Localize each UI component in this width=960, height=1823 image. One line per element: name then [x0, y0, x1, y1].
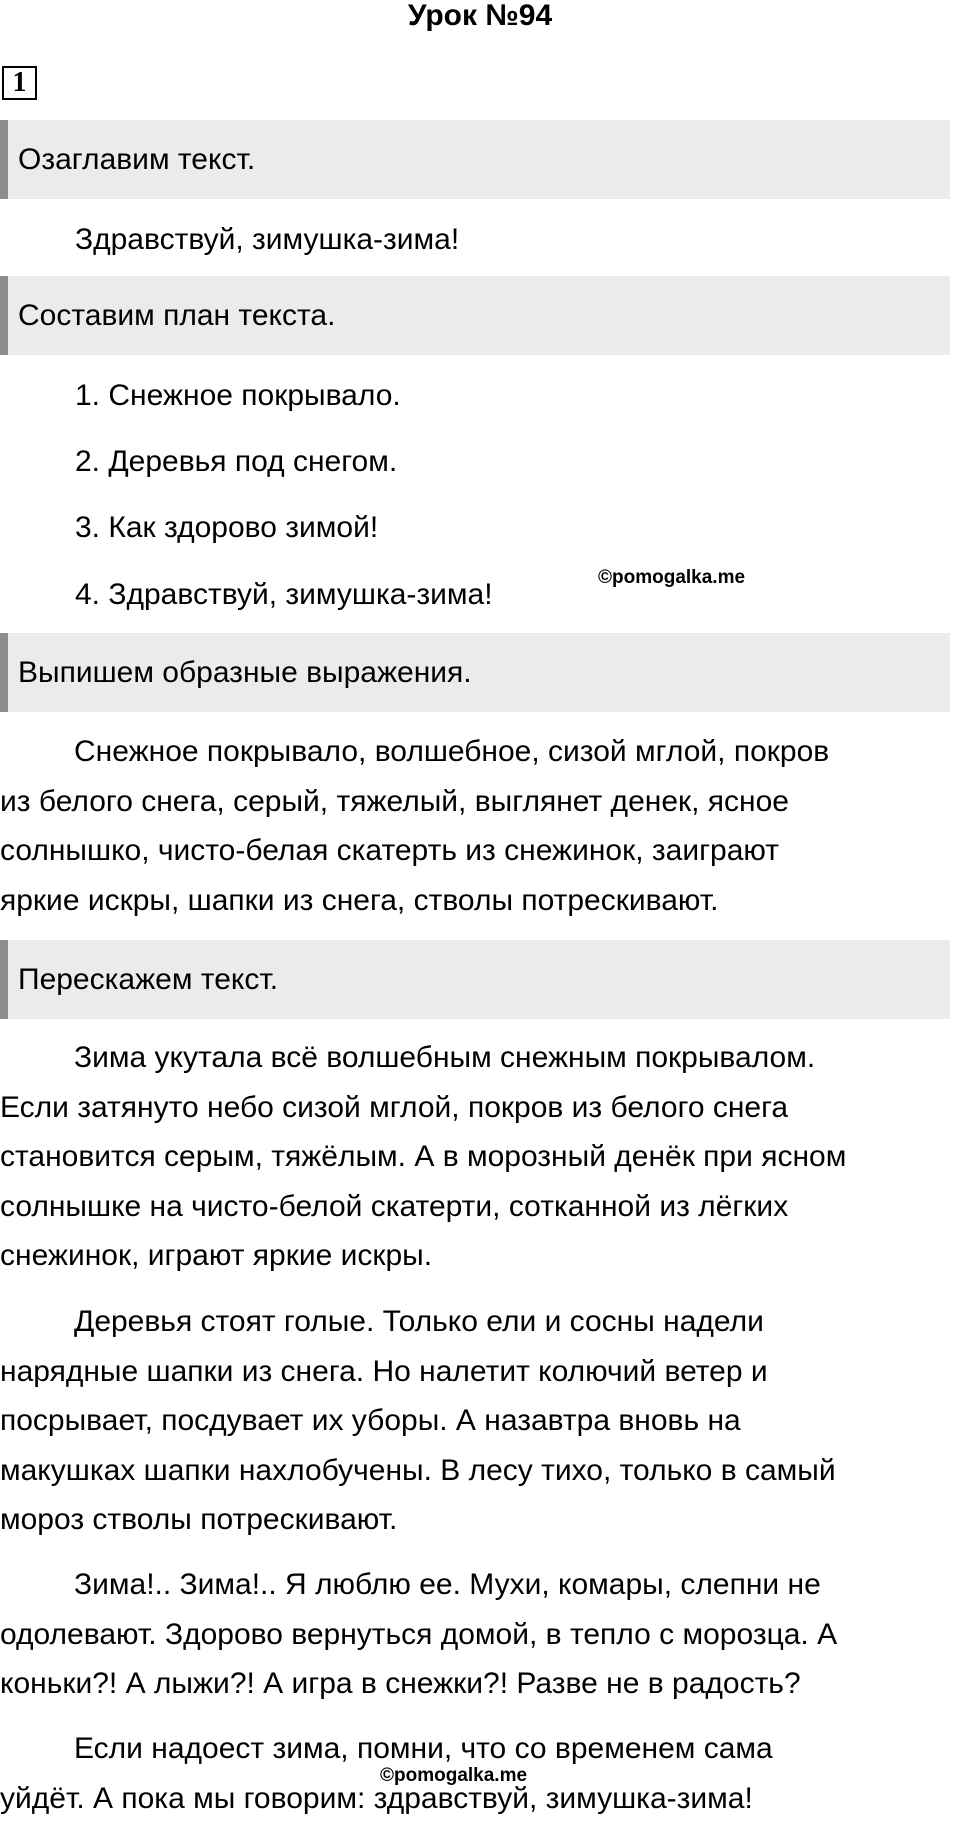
section-heading-expressions: Выпишем образные выражения.	[0, 633, 950, 712]
retelling-paragraph	[0, 1297, 960, 1545]
watermark: ©pomogalka.me	[598, 567, 745, 589]
section-heading-plan: Составим план текста.	[0, 276, 950, 355]
text-line: Если затянуто небо сизой мглой, покров из белого снега	[0, 1083, 960, 1133]
text-line: Деревья стоят голые. Только ели и сосны надели	[0, 1297, 960, 1347]
task-number: 1	[2, 66, 37, 100]
text-line: одолевают. Здорово вернуться домой, в тепло с морозца. А	[0, 1610, 960, 1660]
text-line: уйдёт. А пока мы говорим: здравствуй, зимушка-зима!	[0, 1774, 960, 1823]
plan-item: 4. Здравствуй, зимушка-зима!	[75, 577, 493, 613]
text-line: Если надоест зима, помни, что со временем сама	[0, 1724, 960, 1774]
text-line: солнышке на чисто-белой скатерти, сотканной из лёгких	[0, 1182, 960, 1232]
text-line: Снежное покрывало, волшебное, сизой мглой, покров	[0, 727, 960, 777]
retelling-paragraph	[0, 1033, 960, 1281]
text-line: яркие искры, шапки из снега, стволы потрескивают.	[0, 876, 960, 926]
section-heading-title: Озаглавим текст.	[0, 120, 950, 199]
watermark: ©pomogalka.me	[380, 1765, 527, 1787]
page-title: Урок №94	[0, 0, 960, 32]
plan-item: 3. Как здорово зимой!	[75, 510, 378, 546]
text-line: коньки?! А лыжи?! А игра в снежки?! Разве не в радость?	[0, 1659, 960, 1709]
text-line: Зима!.. Зима!.. Я люблю ее. Мухи, комары, слепни не	[0, 1560, 960, 1610]
section-heading-retelling: Перескажем текст.	[0, 940, 950, 1019]
text-line: становится серым, тяжёлым. А в морозный денёк при ясном	[0, 1132, 960, 1182]
text-line: мороз стволы потрескивают.	[0, 1495, 960, 1545]
text-line: солнышко, чисто-белая скатерть из снежинок, заиграют	[0, 826, 960, 876]
retelling-paragraph	[0, 1560, 960, 1709]
text-line: посрывает, посдувает их уборы. А назавтра вновь на	[0, 1396, 960, 1446]
text-line: из белого снега, серый, тяжелый, выглянет денек, ясное	[0, 777, 960, 827]
expressions-paragraph	[0, 727, 960, 925]
plan-item: 1. Снежное покрывало.	[75, 378, 401, 414]
text-line: нарядные шапки из снега. Но налетит колючий ветер и	[0, 1347, 960, 1397]
title-answer: Здравствуй, зимушка-зима!	[75, 222, 459, 258]
plan-item: 2. Деревья под снегом.	[75, 444, 397, 480]
text-line: снежинок, играют яркие искры.	[0, 1231, 960, 1281]
text-line: макушках шапки нахлобучены. В лесу тихо, только в самый	[0, 1446, 960, 1496]
text-line: Зима укутала всё волшебным снежным покрывалом.	[0, 1033, 960, 1083]
